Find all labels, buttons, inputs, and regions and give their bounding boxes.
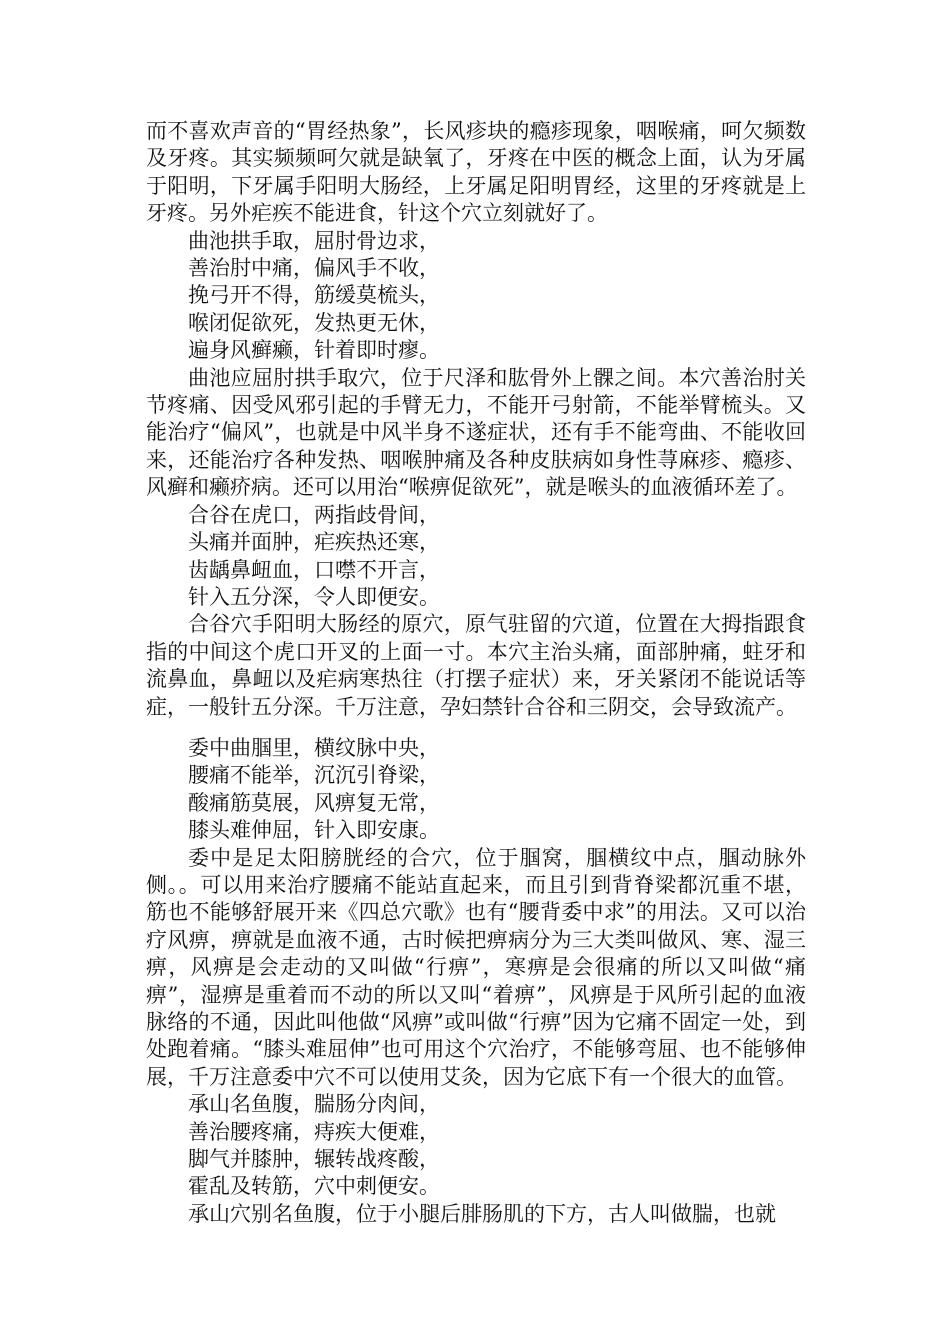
verse-line-weizhong-3: 酸痛筋莫展，风痹复无常， bbox=[188, 790, 440, 815]
verse-line-chengshan-4: 霍乱及转筋，穴中刺便安。 bbox=[188, 1174, 440, 1199]
body-text bbox=[146, 118, 806, 1228]
paragraph-quchi-explanation: 曲池应屈肘拱手取穴，位于尺泽和肱骨外上髁之间。本穴善治肘关节疼痛、因受风邪引起的手臂无力，不能开弓射箭，不能举臂梳头。又能治疗“偏风”，也就是中风半身不遂症状，还有手不能弯曲、不能收回来，还能治疗各种发热、咽喉肿痛及各种皮肤病如身性荨麻疹、瘾疹、风癣和癞疥病。还可以用治“喉痹促欲死”，就是喉头的血液循环差了。 bbox=[146, 365, 806, 500]
verse-line-hegu-2: 头痛并面肿，疟疾热还寒， bbox=[188, 530, 440, 555]
verse-line-quchi-1: 曲池拱手取，屈肘骨边求， bbox=[188, 228, 440, 253]
verse-line-quchi-3: 挽弓开不得，筋缓莫梳头， bbox=[188, 283, 440, 308]
verse-line-chengshan-3: 脚气并膝肿，辗转战疼酸， bbox=[188, 1147, 440, 1172]
verse-line-quchi-2: 善治肘中痛，偏风手不收， bbox=[188, 256, 440, 281]
verse-line-quchi-5: 遍身风癣癞，针着即时瘳。 bbox=[188, 338, 440, 363]
verse-line-chengshan-2: 善治腰疼痛，痔疾大便难， bbox=[188, 1119, 440, 1144]
paragraph-hegu-explanation: 合谷穴手阳明大肠经的原穴，原气驻留的穴道，位置在大拇指跟食指的中间这个虎口开叉的上面一寸。本穴主治头痛，面部肿痛，蛀牙和流鼻血，鼻衄以及疟病寒热往（打摆子症状）来，牙关紧闭不能说话等症，一般针五分深。千万注意，孕妇禁针合谷和三阴交，会导致流产。 bbox=[146, 612, 806, 719]
verse-line-weizhong-2: 腰痛不能举，沉沉引脊梁， bbox=[188, 763, 440, 788]
verse-line-hegu-4: 针入五分深，令人即便安。 bbox=[188, 584, 440, 609]
paragraph-stomach-heat: 而不喜欢声音的“胃经热象”，长风疹块的瘾疹现象，咽喉痛，呵欠频数及牙疼。其实频频呵欠就是缺氧了，牙疼在中医的概念上面，认为牙属于阳明，下牙属手阳明大肠经，上牙属足阳明胃经，这里的牙疼就是上牙疼。另外疟疾不能进食，针这个穴立刻就好了。 bbox=[146, 119, 806, 226]
paragraph-chengshan-explanation: 承山穴别名鱼腹，位于小腿后腓肠肌的下方，古人叫做腨，也就 bbox=[188, 1201, 776, 1226]
paragraph-weizhong-explanation: 委中是足太阳膀胱经的合穴，位于腘窝，腘横纹中点，腘动脉外侧。。可以用来治疗腰痛不能站直起来，而且引到背脊梁都沉重不堪，筋也不能够舒展开来《四总穴歌》也有“腰背委中求”的用法。又可以治疗风痹，痹就是血液不通，古时候把痹病分为三大类叫做风、寒、湿三痹，风痹是会走动的又叫做“行痹”，寒痹是会很痛的所以又叫做“痛痹”，湿痹是重着而不动的所以又叫“着痹”，风痹是于风所引起的血液脉络的不通，因此叫他做“风痹”或叫做“行痹”因为它痛不固定一处，到处跑着痛。“膝头难屈伸”也可用这个穴治疗，不能够弯屈、也不能够伸展，千万注意委中穴不可以使用艾灸，因为它底下有一个很大的血管。 bbox=[146, 845, 806, 1089]
verse-line-weizhong-4: 膝头难伸屈，针入即安康。 bbox=[188, 818, 440, 843]
verse-line-quchi-4: 喉闭促欲死，发热更无休， bbox=[188, 310, 440, 335]
verse-line-hegu-3: 齿龋鼻衄血，口噤不开言， bbox=[188, 557, 440, 582]
verse-line-chengshan-1: 承山名鱼腹，腨肠分肉间， bbox=[188, 1092, 440, 1117]
verse-line-hegu-1: 合谷在虎口，两指歧骨间， bbox=[188, 502, 440, 527]
verse-line-weizhong-1: 委中曲腘里，横纹脉中央， bbox=[188, 735, 440, 760]
